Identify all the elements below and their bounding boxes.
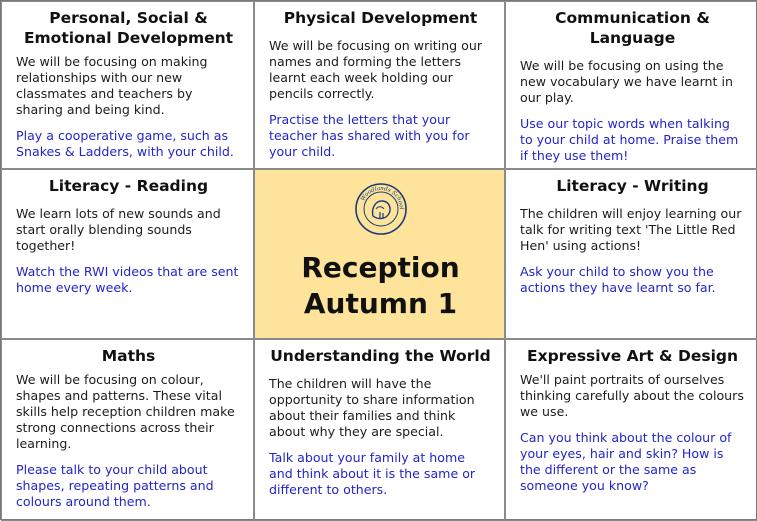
cell-title: Literacy - Reading xyxy=(48,177,209,195)
term-title-line1: Reception xyxy=(301,251,460,284)
cell-title: Communication & Language xyxy=(555,9,710,47)
cell-action: Talk about your family at home and think about it is the same or different to others. xyxy=(269,450,476,497)
cell-action: Ask your child to show you the actions they have learnt so far. xyxy=(520,264,716,295)
cell-center-title xyxy=(254,169,505,339)
cell-physical xyxy=(254,1,505,169)
cell-action: Watch the RWI videos that are sent home every week. xyxy=(16,264,239,295)
cell-maths xyxy=(1,339,254,521)
cell-body: We'll paint portraits of ourselves thinking carefully about the colours we use. xyxy=(520,372,744,419)
cell-psed xyxy=(1,1,254,169)
cell-body: We learn lots of new sounds and start orally blending sounds together! xyxy=(16,206,221,253)
cell-body: The children will have the opportunity to share information about their families and think about why they are special. xyxy=(269,376,475,439)
school-logo-icon xyxy=(354,182,408,236)
cell-action: Please talk to your child about shapes, repeating patterns and colours around them. xyxy=(16,462,214,509)
cell-action: Use our topic words when talking to your child at home. Praise them if they use them! xyxy=(520,116,739,163)
cell-world xyxy=(254,339,505,521)
logo-lettering: Woodlands School xyxy=(359,185,404,210)
cell-body: We will be focusing on colour, shapes and patterns. These vital skills help reception children make strong connections across their learning. xyxy=(16,372,235,451)
cell-body: We will be focusing on making relationships with our new classmates and teachers by sharing and being kind. xyxy=(16,54,208,117)
cell-action: Can you think about the colour of your eyes, hair and skin? How is the different or the same as someone you know? xyxy=(520,430,732,493)
cell-writing xyxy=(505,169,757,339)
cell-reading xyxy=(1,169,254,339)
cell-title: Understanding the World xyxy=(270,347,491,365)
cell-body: We will be focusing on using the new vocabulary we have learnt in our play. xyxy=(520,58,733,105)
cell-title: Personal, Social & Emotional Development xyxy=(23,9,234,47)
cell-action: Practise the letters that your teacher has shared with you for your child. xyxy=(269,112,470,159)
cell-title: Maths xyxy=(101,347,156,365)
cell-title: Physical Development xyxy=(283,9,478,27)
term-title xyxy=(301,250,459,322)
cell-title: Expressive Art & Design xyxy=(526,347,739,365)
cell-action: Play a cooperative game, such as Snakes & Ladders, with your child. xyxy=(16,128,234,159)
cell-body: The children will enjoy learning our talk for writing text 'The Little Red Hen' using actions! xyxy=(520,206,742,253)
cell-communication xyxy=(505,1,757,169)
term-title-line2: Autumn 1 xyxy=(303,287,458,320)
cell-body: We will be focusing on writing our names and forming the letters learnt each week holding our pencils correctly. xyxy=(269,38,483,101)
cell-art xyxy=(505,339,757,521)
cell-title: Literacy - Writing xyxy=(556,177,709,195)
